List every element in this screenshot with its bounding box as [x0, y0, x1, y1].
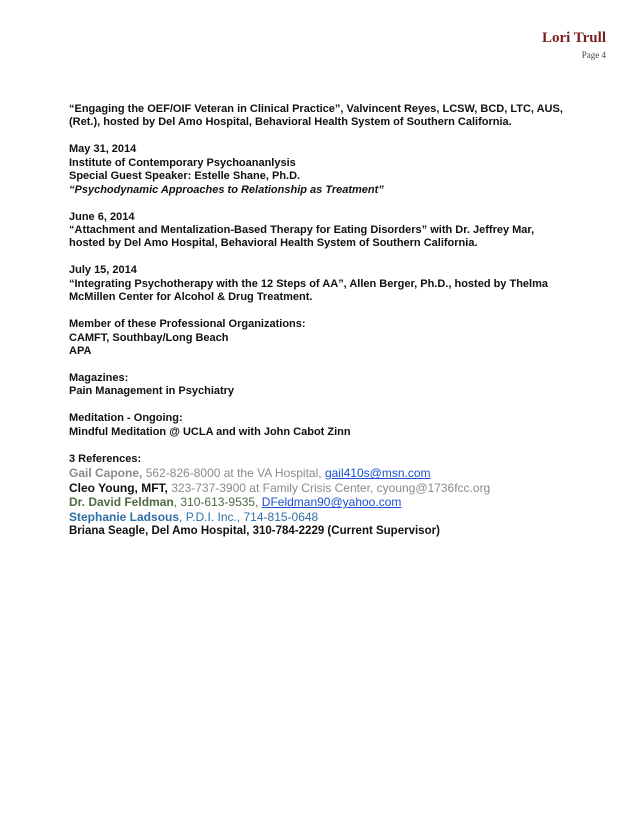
section-heading: Member of these Professional Organizations:: [69, 318, 306, 331]
section-heading: Magazines:: [69, 372, 129, 385]
reference-details: , 310-613-9535,: [173, 495, 262, 510]
entry-date: June 6, 2014: [69, 210, 135, 223]
entry-july-15: [69, 264, 599, 304]
entry-date: July 15, 2014: [69, 264, 137, 277]
reference-item-supervisor: Briana Seagle, Del Amo Hospital, 310-784-2229 (Current Supervisor): [69, 525, 440, 538]
entry-line: “Integrating Psychotherapy with the 12 Steps of AA”, Allen Berger, Ph.D., hosted by Thelma: [69, 277, 548, 290]
reference-name: Cleo Young, MFT,: [69, 480, 168, 495]
reference-details: 562-826-8000 at the VA Hospital,: [142, 466, 325, 481]
page-number: Page 4: [581, 50, 606, 60]
magazines: [69, 372, 599, 399]
author-name: Lori Trull: [541, 30, 606, 46]
reference-name: Gail Capone,: [69, 466, 143, 481]
entry-oef-oif: [69, 103, 599, 130]
entry-date: May 31, 2014: [69, 143, 137, 156]
section-heading: 3 References:: [69, 452, 142, 465]
entry-june-6: [69, 211, 599, 251]
organization-item: APA: [69, 345, 92, 358]
reference-item: [69, 510, 599, 525]
entry-line: Institute of Contemporary Psychoananlysis: [69, 156, 296, 169]
organization-item: CAMFT, Southbay/Long Beach: [69, 331, 229, 344]
reference-name: Stephanie Ladsous: [69, 509, 180, 524]
entry-line: “Attachment and Mentalization-Based Therapy for Eating Disorders” with Dr. Jeffrey Mar,: [69, 224, 535, 237]
email-link[interactable]: DFeldman90@yahoo.com: [261, 495, 402, 510]
meditation: [69, 412, 599, 439]
document-body: [69, 103, 599, 539]
email-link[interactable]: gail410s@msn.com: [324, 466, 431, 481]
references: [69, 453, 599, 539]
magazine-item: Pain Management in Psychiatry: [69, 385, 235, 398]
meditation-item: Mindful Meditation @ UCLA and with John Cabot Zinn: [69, 425, 351, 438]
reference-details: , P.D.I. Inc., 714-815-0648: [179, 509, 319, 524]
entry-title-italic: “Psychodynamic Approaches to Relationship as Treatment”: [69, 183, 384, 196]
entry-may-31: [69, 143, 599, 197]
entry-line: Special Guest Speaker: Estelle Shane, Ph.D.: [69, 170, 301, 183]
section-heading: Meditation - Ongoing:: [69, 412, 183, 425]
reference-item: [69, 495, 599, 510]
reference-name: Dr. David Feldman: [69, 495, 174, 510]
page-header: [542, 30, 606, 61]
entry-line: hosted by Del Amo Hospital, Behavioral Health System of Southern California.: [69, 237, 478, 250]
entry-line: McMillen Center for Alcohol & Drug Treatment.: [69, 291, 313, 304]
entry-line: (Ret.), hosted by Del Amo Hospital, Behavioral Health System of Southern California.: [69, 116, 512, 129]
reference-item: [69, 481, 599, 496]
professional-organizations: [69, 318, 599, 358]
reference-item: [69, 466, 599, 481]
reference-details: 323-737-3900 at Family Crisis Center, cyoung@1736fcc.org: [167, 480, 491, 495]
entry-line: “Engaging the OEF/OIF Veteran in Clinical Practice”, Valvincent Reyes, LCSW, BCD, LTC, AUS,: [69, 103, 563, 115]
